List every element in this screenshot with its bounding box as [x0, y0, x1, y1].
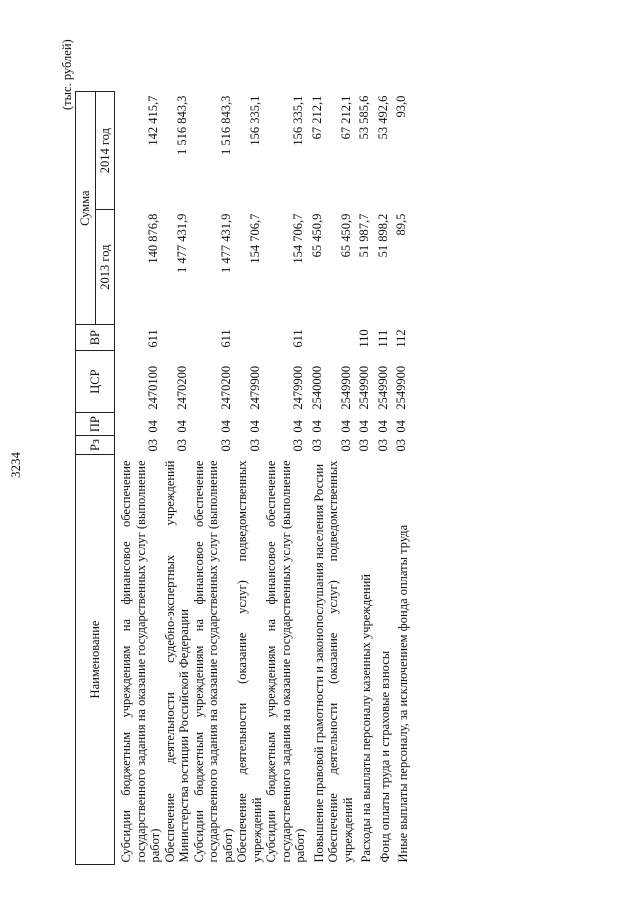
row-name-cell: Иные выплаты персоналу, за исключением фонда оплаты труда	[396, 524, 410, 863]
row-csr-cell: 2479900	[291, 365, 305, 410]
row-2013-cell: 154 706,7	[247, 213, 262, 264]
budget-table	[75, 91, 411, 865]
row-2014-cell: 1 516 843,3	[175, 95, 189, 155]
row-name-cell: Обеспечение деятельности (оказание услуг) подведомственных учреждений	[326, 460, 355, 863]
row-rz-cell: 03	[375, 439, 390, 452]
header-rz: Рз	[76, 436, 115, 455]
row-csr-cell: 2549900	[394, 365, 408, 410]
row-2014-cell: 1 516 843,3	[218, 95, 233, 155]
row-csr-cell: 2470200	[218, 365, 233, 410]
row-vr-cell	[326, 325, 355, 351]
header-2013: 2013 год	[95, 210, 115, 325]
row-name-cell: Субсидии бюджетным учреждениям на финансовое обеспечение государственного задания на оказание государственных услуг (выполнение работ)	[191, 460, 235, 863]
row-vr-cell: 112	[394, 329, 408, 348]
row-vr-cell: 611	[218, 329, 233, 348]
row-pr-cell: 04	[309, 420, 324, 433]
row-name-cell: Фонд оплаты труда и страховые взносы	[377, 650, 392, 863]
row-name-cell: Субсидии бюджетным учреждениям на финансовое обеспечение государственного задания на оказание государственных услуг (выполнение работ)	[264, 460, 307, 863]
row-2014-cell: 93,0	[394, 95, 408, 118]
row-name-cell: Повышение правовой грамотности и законопослушания населения России	[311, 463, 326, 863]
row-2014-cell: 142 415,7	[146, 95, 160, 146]
row-rz-cell: 03	[309, 439, 324, 452]
table-row	[355, 92, 374, 865]
row-csr-cell: 2549900	[357, 365, 371, 410]
row-2013-cell: 51 898,2	[375, 213, 390, 258]
row-vr-cell	[235, 325, 264, 351]
table-row	[115, 92, 163, 865]
row-2014-cell: 67 212,1	[338, 95, 353, 140]
row-pr-cell: 04	[175, 420, 189, 433]
row-2014-cell: 156 335,1	[247, 95, 262, 146]
row-pr-cell: 04	[338, 420, 353, 433]
row-csr-cell: 2549900	[338, 365, 353, 410]
row-rz-cell: 03	[357, 439, 371, 452]
row-pr-cell: 04	[357, 420, 371, 433]
header-name: Наименование	[76, 455, 115, 865]
row-2014-cell: 156 335,1	[291, 95, 305, 146]
row-2013-cell: 65 450,9	[338, 213, 353, 258]
row-2013-cell: 1 477 431,9	[218, 213, 233, 273]
row-vr-cell: 611	[291, 329, 305, 348]
row-2013-cell: 140 876,8	[146, 213, 160, 264]
table-row	[374, 92, 393, 865]
row-pr-cell: 04	[247, 420, 262, 433]
units-label: (тыс. рублей)	[60, 39, 74, 110]
table-row	[264, 92, 308, 865]
row-csr-cell: 2470200	[175, 365, 189, 410]
row-rz-cell: 03	[338, 439, 353, 452]
row-csr-cell: 2479900	[247, 365, 262, 410]
row-rz-cell: 03	[247, 439, 262, 452]
page-number: 3234	[8, 452, 23, 478]
row-2014-cell: 67 212,1	[309, 95, 324, 140]
header-2014: 2014 год	[95, 92, 115, 210]
row-vr-cell	[308, 325, 327, 351]
row-2013-cell: 89,5	[394, 213, 408, 236]
row-vr-cell: 110	[357, 329, 371, 348]
row-name-cell: Обеспечение деятельности (оказание услуг) подведомственных учреждений	[235, 460, 264, 863]
table-body	[115, 92, 411, 865]
row-csr-cell: 2470100	[146, 365, 160, 410]
row-rz-cell: 03	[175, 439, 189, 452]
table-row	[326, 92, 355, 865]
row-vr-cell: 611	[146, 329, 160, 348]
row-pr-cell: 04	[375, 420, 390, 433]
table-row	[163, 92, 192, 865]
row-rz-cell: 03	[218, 439, 233, 452]
header-pr: ПР	[76, 413, 115, 436]
row-rz-cell: 03	[394, 439, 408, 452]
row-pr-cell: 04	[291, 420, 305, 433]
row-rz-cell: 03	[146, 439, 160, 452]
header-sum: Сумма	[76, 92, 96, 325]
row-name-cell: Субсидии бюджетным учреждениям на финансовое обеспечение государственного задания на оказание государственных услуг (выполнение работ)	[119, 460, 162, 863]
header-csr: ЦСР	[76, 351, 115, 413]
table-row	[192, 92, 236, 865]
row-csr-cell: 2540000	[309, 365, 324, 410]
row-vr-cell: 111	[375, 329, 390, 348]
row-2014-cell: 53 492,6	[375, 95, 390, 140]
row-name-cell: Обеспечение деятельности судебно-экспертных учреждений Министерства юстиции Российской Федерации	[162, 460, 191, 863]
row-2013-cell: 51 987,7	[357, 213, 371, 258]
row-2013-cell: 1 477 431,9	[175, 213, 189, 273]
row-pr-cell: 04	[146, 420, 160, 433]
row-2014-cell: 53 585,6	[357, 95, 371, 140]
row-vr-cell	[163, 325, 192, 351]
header-vr: ВР	[76, 325, 115, 351]
table-row	[392, 92, 411, 865]
row-csr-cell: 2549900	[375, 365, 390, 410]
row-2013-cell: 65 450,9	[309, 213, 324, 258]
table-row	[308, 92, 327, 865]
table-row	[235, 92, 264, 865]
row-pr-cell: 04	[218, 420, 233, 433]
row-name-cell: Расходы на выплаты персоналу казенных учреждений	[359, 574, 373, 863]
row-2013-cell: 154 706,7	[291, 213, 305, 264]
row-rz-cell: 03	[291, 439, 305, 452]
row-pr-cell: 04	[394, 420, 408, 433]
